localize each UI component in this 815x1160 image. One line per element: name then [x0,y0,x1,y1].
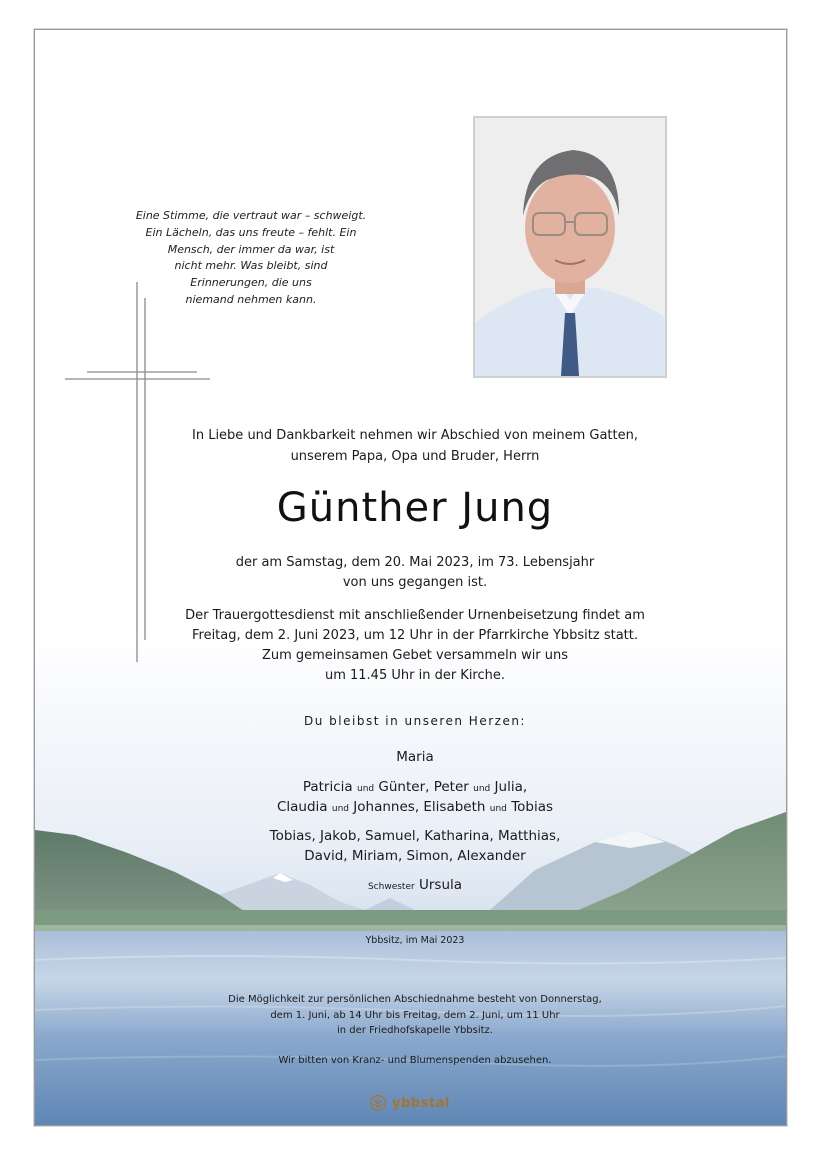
grandchildren-line: Tobias, Jakob, Samuel, Katharina, Matthias, [269,828,561,844]
obituary-card [34,29,787,1126]
child-name: Julia, [494,779,528,795]
death-notice [135,553,695,593]
logo-text: ybbstal [392,1096,450,1111]
poem-line: Mensch, der immer da war, ist [167,242,335,256]
intro-text [135,425,695,467]
und-word: und [331,804,349,814]
und-word: und [473,784,491,794]
intro-line: unserem Papa, Opa und Bruder, Herrn [290,449,540,464]
service-info [135,606,695,686]
family-children-line [135,777,695,799]
service-line: Der Trauergottesdienst mit anschließender Urnenbeisetzung findet am [185,608,645,623]
viewing-line: Die Möglichkeit zur persönlichen Abschiednahme besteht von Donnerstag, [228,994,602,1005]
flowers-note: Wir bitten von Kranz- und Blumenspenden abzusehen. [278,1055,552,1066]
poem-line: Ein Lächeln, das uns freute – fehlt. Ein [145,225,357,239]
service-line: um 11.45 Uhr in der Kirche. [324,668,506,683]
death-notice-line: von uns gegangen ist. [342,575,488,590]
family-wife: Maria [396,749,434,765]
service-line: Freitag, dem 2. Juni 2023, um 12 Uhr in der Pfarrkirche Ybbsitz statt. [191,628,639,643]
grandchildren-line: David, Miriam, Simon, Alexander [304,848,526,864]
portrait-photo [473,116,667,378]
family-children-line [135,797,695,819]
child-name: Johannes, Elisabeth [353,799,486,815]
heart-line: Du bleibst in unseren Herzen: [304,714,526,728]
place-date: Ybbsitz, im Mai 2023 [365,935,465,946]
child-name: Günter, Peter [378,779,469,795]
ybbstal-logo [369,1092,469,1112]
und-word: und [356,784,375,794]
child-name: Claudia [276,799,328,815]
service-line: Zum gemeinsamen Gebet versammeln wir uns [261,648,569,663]
child-name: Patricia [302,779,353,795]
poem-line: niemand nehmen kann. [185,292,317,306]
child-name: Tobias [511,799,554,815]
viewing-info [135,992,695,1039]
poem-line: Eine Stimme, die vertraut war – schweigt. [135,209,367,222]
death-notice-line: der am Samstag, dem 20. Mai 2023, im 73. Lebensjahr [235,555,595,570]
sister-label: Schwester [367,882,415,892]
ybbstal-logo-icon [369,1094,387,1112]
intro-line: In Liebe und Dankbarkeit nehmen wir Abschied von meinem Gatten, [192,428,638,443]
sister-name: Ursula [418,877,463,893]
memorial-poem [131,208,371,309]
deceased-name: Günther Jung [276,485,554,531]
family-sister [135,875,695,897]
viewing-line: dem 1. Juni, ab 14 Uhr bis Freitag, dem 2. Juni, um 11 Uhr [270,1009,560,1021]
family-grandchildren [135,826,695,866]
viewing-line: in der Friedhofskapelle Ybbsitz. [337,1025,493,1036]
und-word: und [489,804,507,814]
poem-line: Erinnerungen, die uns [190,276,312,290]
poem-line: nicht mehr. Was bleibt, sind [174,259,328,273]
portrait-image [475,118,665,376]
